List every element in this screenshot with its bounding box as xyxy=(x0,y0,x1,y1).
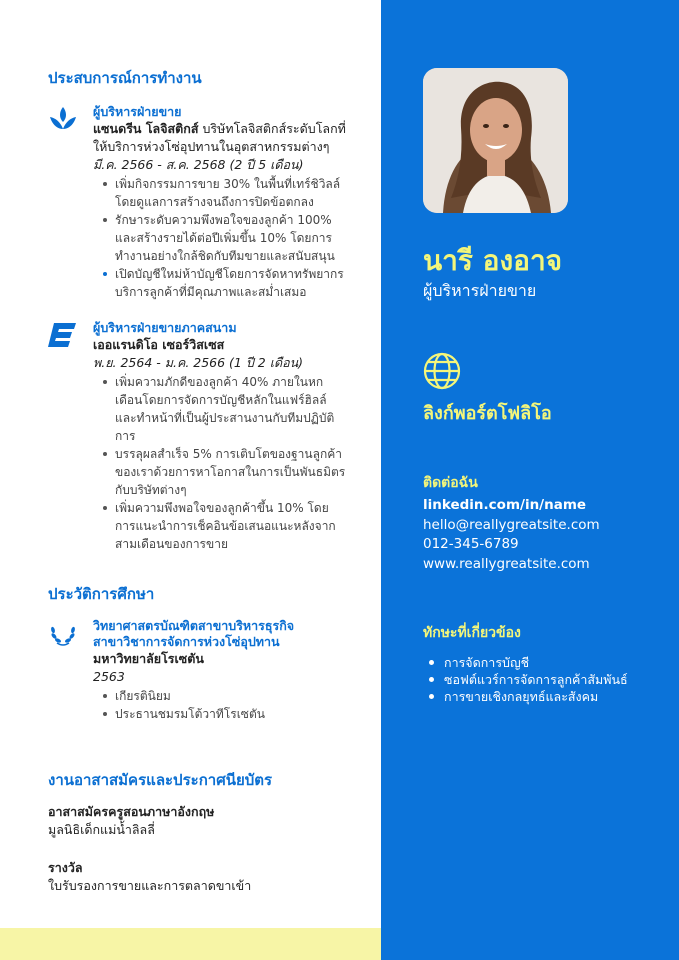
list-item: ประธานชมรมโต้วาทีโรเซตัน xyxy=(93,705,348,723)
list-item: เพิ่มความภักดีของลูกค้า 40% ภายในหกเดือนโดยการจัดการบัญชีหลักในแฟร์ฮิลล์ และทำหน้าที่เป็นผู้ประสานงานกับทีมปฏิบัติการ xyxy=(93,373,348,445)
contact-heading: ติดต่อฉัน xyxy=(423,475,478,491)
company-name: เออแรนดิโอ เซอร์วิสเซส xyxy=(93,337,225,352)
volunteer-heading: งานอาสาสมัครและประกาศนียบัตร xyxy=(48,771,273,789)
list-item: เกียรตินิยม xyxy=(93,687,348,705)
degree-line: วิทยาศาสตรบัณฑิตสาขาบริหารธุรกิจ xyxy=(93,618,295,633)
job-company xyxy=(93,120,348,156)
contact-info xyxy=(423,496,600,574)
list-item: เพิ่มความพึงพอใจของลูกค้าขึ้น 10% โดยการแนะนำการเช็คอินข้อเสนอแนะหลังจากสามเดือนของการขาย xyxy=(93,499,348,553)
volunteer-item xyxy=(48,803,368,839)
company-name: แซนดรีน โลจิสติกส์ xyxy=(93,121,199,136)
job-entry xyxy=(48,104,348,304)
profile-role: ผู้บริหารฝ่ายขาย xyxy=(423,281,537,300)
education-heading: ประวัติการศึกษา xyxy=(48,585,155,603)
job-dates: มี.ค. 2566 - ส.ค. 2568 (2 ปี 5 เดือน) xyxy=(93,157,304,172)
lotus-icon xyxy=(48,104,78,134)
volunteer-item-title: อาสาสมัครครูสอนภาษาอังกฤษ xyxy=(48,804,215,819)
job-role: ผู้บริหารฝ่ายขาย xyxy=(93,104,182,119)
experience-heading: ประสบการณ์การทำงาน xyxy=(48,69,202,87)
award-text: ใบรับรองการขายและการตลาดขาเข้า xyxy=(48,878,252,893)
degree-line: สาขาวิชาการจัดการห่วงโซ่อุปทาน xyxy=(93,634,280,649)
website-link[interactable]: www.reallygreatsite.com xyxy=(423,555,590,572)
globe-icon xyxy=(423,352,461,390)
list-item: เพิ่มกิจกรรมการขาย 30% ในพื้นที่เทร์ชิวิลล์ โดยดูแลการสร้างจนถึงการปิดข้อตกลง xyxy=(93,175,348,211)
phone-number: 012-345-6789 xyxy=(423,536,519,552)
job-bullets xyxy=(93,175,348,301)
laurel-icon xyxy=(48,618,78,648)
graduation-year: 2563 xyxy=(93,669,125,684)
job-bullets xyxy=(93,373,348,553)
job-entry xyxy=(48,320,348,560)
education-entry xyxy=(48,618,348,728)
job-role: ผู้บริหารฝ่ายขายภาคสนาม xyxy=(93,320,237,335)
job-company xyxy=(93,336,348,354)
email-link[interactable]: hello@reallygreatsite.com xyxy=(423,516,600,533)
skills-list xyxy=(423,654,653,705)
list-item: เปิดบัญชีใหม่ห้าบัญชีโดยการจัดหาทรัพยากรบริการลูกค้าที่มีคุณภาพและสม่ำเสมอ xyxy=(93,265,348,301)
linkedin-link[interactable]: linkedin.com/in/name xyxy=(423,497,587,513)
award-title: รางวัล xyxy=(48,860,83,875)
school-name: มหาวิทยาลัยโรเซตัน xyxy=(93,651,204,666)
list-item: รักษาระดับความพึงพอใจของลูกค้า 100% และสร้างรายได้ต่อปีเพิ่มขึ้น 10% โดยการทำงานอย่างใกล้ชิดกับทีมขายและสนับสนุน xyxy=(93,211,348,265)
skills-heading: ทักษะที่เกี่ยวข้อง xyxy=(423,625,521,641)
profile-name: นารี องอาจ xyxy=(423,244,563,277)
company-description: บริษัทโลจิสติกส์ระดับโลกที่ให้บริการห่วงโซ่อุปทานในอุตสาหกรรมต่างๆ xyxy=(93,121,346,154)
education-bullets xyxy=(93,687,348,723)
list-item: บรรลุผลสำเร็จ 5% การเติบโตของฐานลูกค้าของเราด้วยการหาโอกาสในการเป็นพันธมิตรกับบริษัทต่างๆ xyxy=(93,445,348,499)
skill-item: การขายเชิงกลยุทธ์และสังคม xyxy=(423,688,653,705)
e-logo-icon xyxy=(48,320,78,350)
portrait-image xyxy=(423,68,568,213)
skill-item: การจัดการบัญชี xyxy=(423,654,653,671)
footer-bar xyxy=(0,928,381,960)
profile-photo xyxy=(423,68,568,213)
skill-item: ซอฟต์แวร์การจัดการลูกค้าสัมพันธ์ xyxy=(423,671,653,688)
job-dates: พ.ย. 2564 - ม.ค. 2566 (1 ปี 2 เดือน) xyxy=(93,355,304,370)
portfolio-link[interactable]: ลิงก์พอร์ตโฟลิโอ xyxy=(423,403,552,424)
award-item xyxy=(48,859,368,895)
volunteer-item-text: มูลนิธิเด็กแม่น้ำลิลลี่ xyxy=(48,822,155,837)
